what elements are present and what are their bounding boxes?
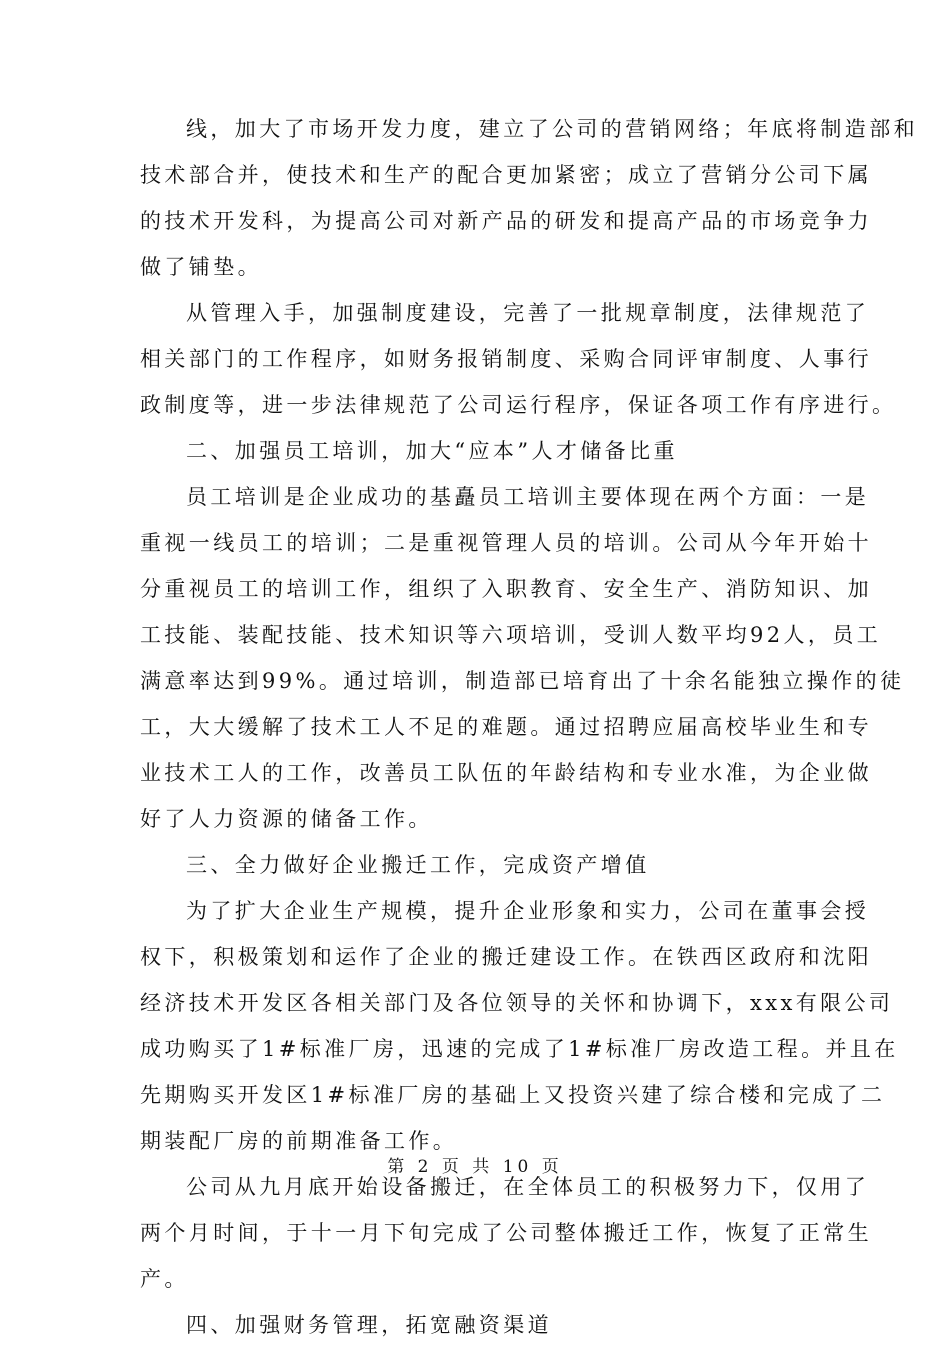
paragraph (140, 106, 918, 290)
text-line: 线，加大了市场开发力度，建立了公司的营销网络；年底将制造部和 (186, 117, 918, 141)
text-line: 分重视员工的培训工作，组织了入职教育、安全生产、消防知识、加 (140, 577, 872, 601)
text-line: 为了扩大企业生产规模，提升企业形象和实力，公司在董事会授 (186, 899, 870, 923)
page-footer: 第 2 页 共 10 页 (387, 1157, 563, 1177)
text-line: 重视一线员工的培训；二是重视管理人员的培训。公司从今年开始十 (140, 531, 872, 555)
paragraph (140, 1164, 872, 1302)
paragraph (140, 474, 905, 842)
section-heading (140, 1302, 800, 1348)
section-heading (140, 842, 800, 888)
text-line: 两个月时间，于十一月下旬完成了公司整体搬迁工作，恢复了正常生 (140, 1221, 872, 1245)
text-line: 经济技术开发区各相关部门及各位领导的关怀和协调下，xxx有限公司 (140, 991, 894, 1015)
text-line: 相关部门的工作程序，如财务报销制度、采购合同评审制度、人事行 (140, 347, 872, 371)
heading-text: 四、加强财务管理，拓宽融资渠道 (186, 1313, 552, 1337)
text-line: 权下，积极策划和运作了企业的搬迁建设工作。在铁西区政府和沈阳 (140, 945, 872, 969)
text-line: 公司从九月底开始设备搬迁，在全体员工的积极努力下，仅用了 (186, 1175, 870, 1199)
text-line: 成功购买了1#标准厂房，迅速的完成了1#标准厂房改造工程。并且在 (140, 1037, 899, 1061)
text-line: 先期购买开发区1#标准厂房的基础上又投资兴建了综合楼和完成了二 (140, 1083, 886, 1107)
text-line: 做了铺垫。 (140, 255, 262, 279)
text-line: 产。 (140, 1267, 189, 1291)
heading-text: 三、全力做好企业搬迁工作，完成资产增值 (186, 853, 650, 877)
text-line: 技术部合并，使技术和生产的配合更加紧密；成立了营销分公司下属 (140, 163, 872, 187)
paragraph (140, 290, 897, 428)
text-line: 工，大大缓解了技术工人不足的难题。通过招聘应届高校毕业生和专 (140, 715, 872, 739)
text-line: 满意率达到99%。通过培训，制造部已培育出了十余名能独立操作的徒 (140, 669, 905, 693)
section-heading (140, 428, 800, 474)
text-line: 从管理入手，加强制度建设，完善了一批规章制度，法律规范了 (186, 301, 870, 325)
text-line: 期装配厂房的前期准备工作。 (140, 1129, 458, 1153)
text-line: 业技术工人的工作，改善员工队伍的年龄结构和专业水准，为企业做 (140, 761, 872, 785)
text-line: 员工培训是企业成功的基矗员工培训主要体现在两个方面：一是 (186, 485, 870, 509)
text-line: 好了人力资源的储备工作。 (140, 807, 433, 831)
heading-text: 二、加强员工培训，加大“应本”人才储备比重 (186, 439, 678, 463)
text-line: 工技能、装配技能、技术知识等六项培训，受训人数平均92人，员工 (140, 623, 882, 647)
text-line: 政制度等，进一步法律规范了公司运行程序，保证各项工作有序进行。 (140, 393, 897, 417)
paragraph (140, 888, 899, 1164)
text-line: 的技术开发科，为提高公司对新产品的研发和提高产品的市场竞争力 (140, 209, 872, 233)
